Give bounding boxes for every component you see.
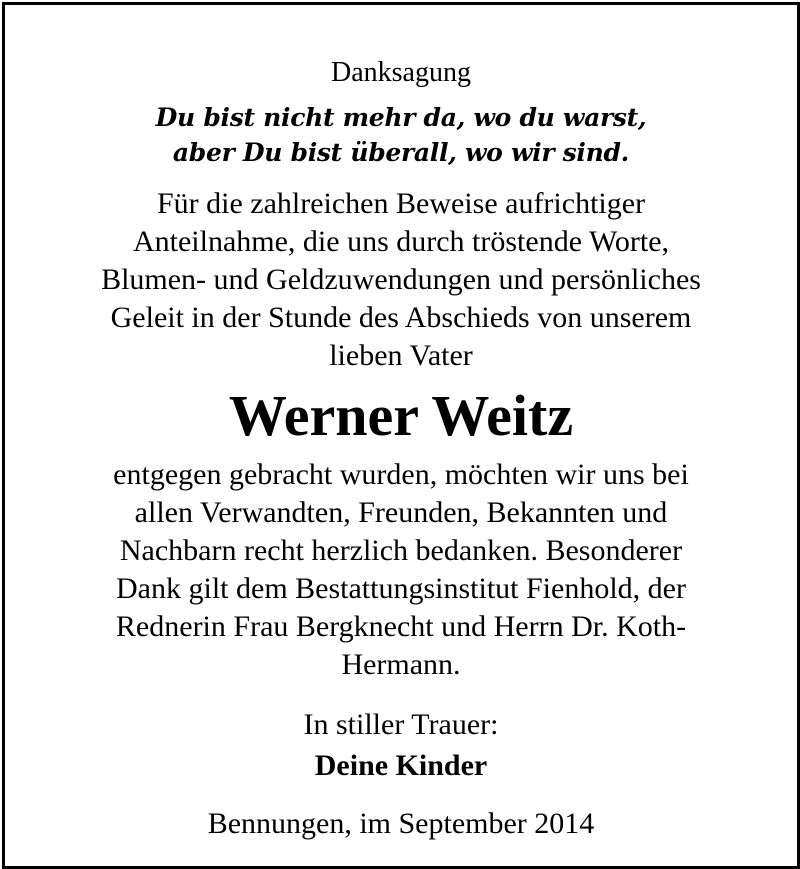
- paragraph-2-line: Dank gilt dem Bestattungsinstitut Fienhold, der: [116, 572, 686, 605]
- heading: Danksagung: [331, 57, 471, 88]
- paragraph-1-line: Blumen- und Geldzuwendungen und persönliches: [101, 263, 701, 296]
- paragraph-2-line: entgegen gebracht wurden, möchten wir uns bei: [113, 458, 689, 491]
- paragraph-1-line: Geleit in der Stunde des Abschieds von unserem: [110, 301, 692, 334]
- signed-by: Deine Kinder: [314, 749, 488, 782]
- obituary-notice: [2, 2, 800, 869]
- paragraph-1: [5, 185, 797, 375]
- paragraph-2-line: Nachbarn recht herzlich bedanken. Besonderer: [119, 534, 683, 567]
- paragraph-1-line: lieben Vater: [329, 339, 473, 372]
- place-date: Bennungen, im September 2014: [207, 807, 595, 840]
- paragraph-1-line: Für die zahlreichen Beweise aufrichtiger: [156, 187, 646, 220]
- paragraph-2: [5, 456, 797, 684]
- paragraph-2-line: Hermann.: [341, 648, 461, 681]
- quote-line-2: aber Du bist überall, wo wir sind.: [172, 138, 630, 167]
- deceased-name: Werner Weitz: [228, 383, 574, 448]
- quote-line-1: Du bist nicht mehr da, wo du warst,: [155, 103, 647, 132]
- mourning-label: In stiller Trauer:: [303, 708, 499, 741]
- paragraph-1-line: Anteilnahme, die uns durch tröstende Worte,: [132, 225, 670, 258]
- paragraph-2-line: Rednerin Frau Bergknecht und Herrn Dr. Koth-: [115, 610, 687, 643]
- paragraph-2-line: allen Verwandten, Freunden, Bekannten und: [134, 496, 668, 529]
